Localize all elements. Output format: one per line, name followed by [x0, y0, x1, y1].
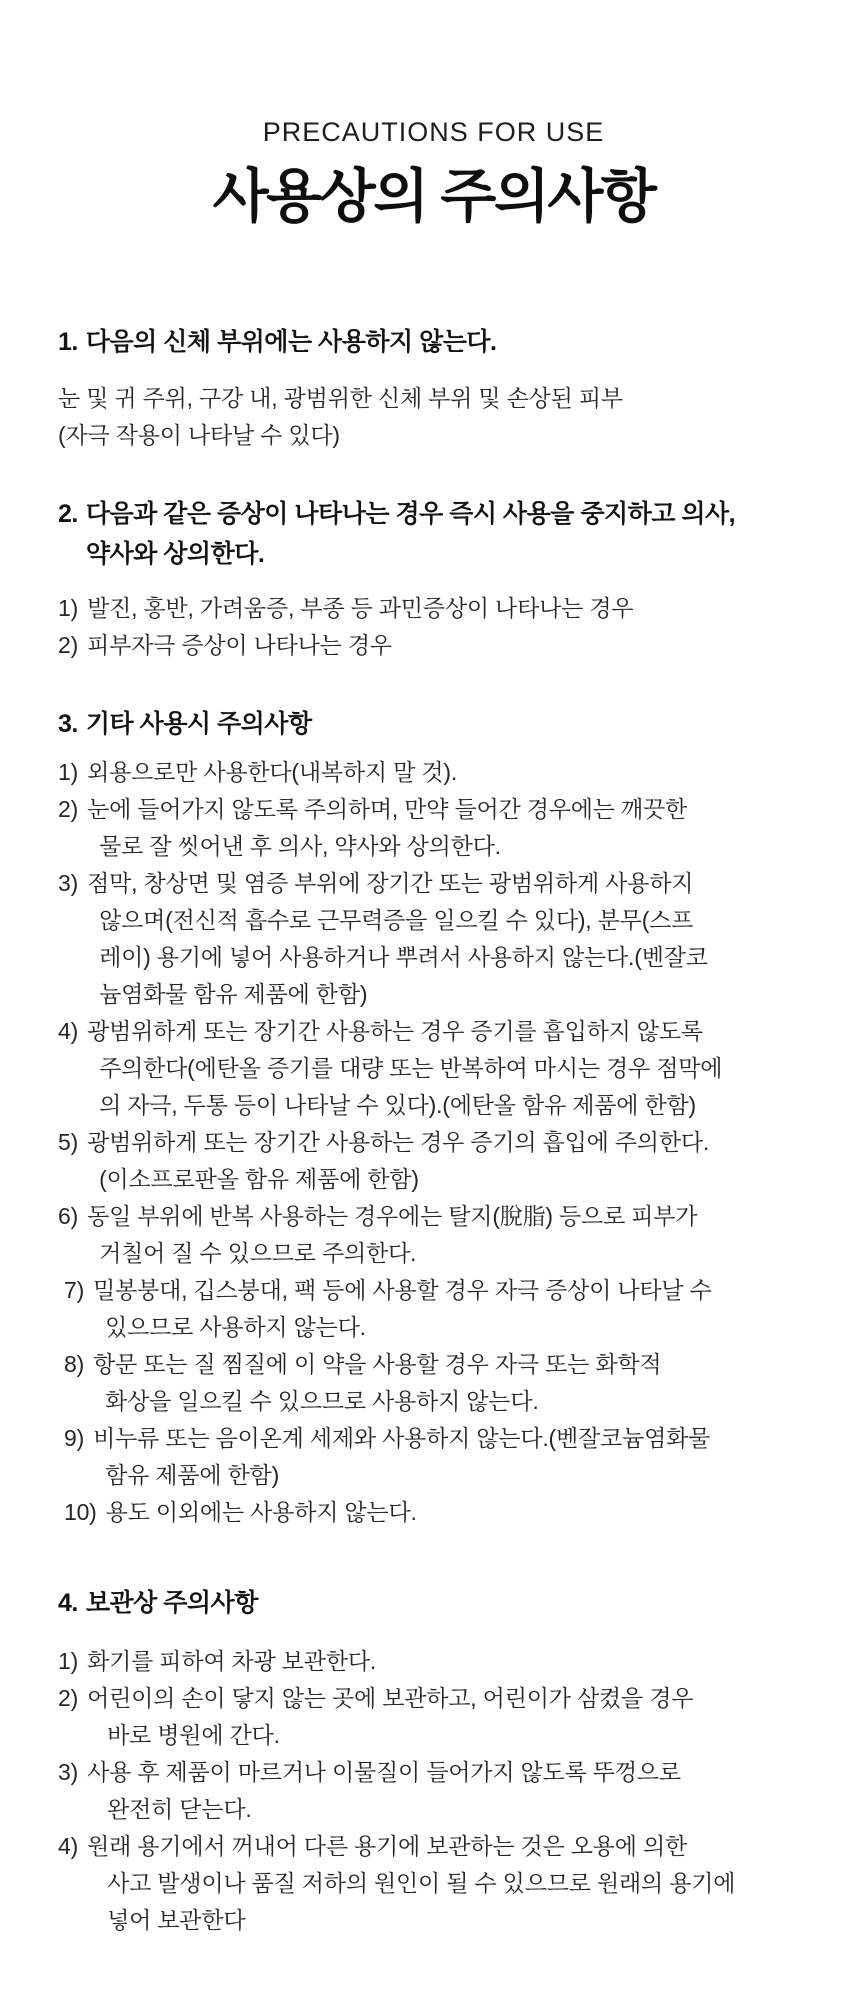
list-item: [58, 1013, 809, 1124]
item-marker: 4): [58, 1018, 79, 1045]
item-marker: 6): [58, 1203, 79, 1230]
section-heading-text: [86, 704, 312, 744]
item-line: 있으므로 사용하지 않는다.: [105, 1314, 366, 1341]
item-line: 함유 제품에 한함): [105, 1462, 280, 1489]
section-storage: [58, 1583, 809, 1939]
list-item: [58, 1124, 809, 1198]
item-marker: 3): [58, 1759, 79, 1786]
item-line: 레이) 용기에 넣어 사용하거나 뿌려서 사용하지 않는다.(벤잘코: [99, 944, 708, 971]
item-text: [87, 590, 809, 627]
list-item: [58, 754, 809, 791]
section-heading-line: 약사와 상의한다.: [85, 540, 265, 569]
item-line: 의 자극, 두통 등이 나타날 수 있다).(에탄올 함유 제품에 한함): [99, 1092, 696, 1119]
list-item: [58, 865, 809, 1013]
item-line: 물로 잘 씻어낸 후 의사, 약사와 상의한다.: [99, 833, 501, 860]
item-text: [106, 1494, 809, 1531]
item-text: [87, 754, 809, 791]
item-marker: 9): [64, 1425, 85, 1452]
item-marker: 7): [64, 1277, 85, 1304]
section-body-parts: [58, 322, 809, 454]
item-text: [87, 1643, 809, 1680]
page-title: 사용상의 주의사항: [212, 163, 655, 229]
document-header: [58, 118, 809, 230]
item-marker: 1): [58, 595, 79, 622]
item-line: 사고 발생이나 품질 저하의 원인이 될 수 있으므로 원래의 용기에: [107, 1870, 736, 1897]
list-item: [58, 1420, 809, 1494]
item-list: [58, 590, 809, 664]
item-line: 주의한다(에탄올 증기를 대량 또는 반복하여 마시는 경우 점막에: [99, 1055, 723, 1082]
item-line: 피부자극 증상이 나타나는 경우: [87, 632, 392, 659]
item-text: [93, 1420, 809, 1494]
item-line: 원래 용기에서 꺼내어 다른 용기에 보관하는 것은 오용에 의한: [87, 1833, 688, 1860]
section-heading-text: [86, 494, 735, 574]
item-line: 외용으로만 사용한다(내복하지 말 것).: [87, 759, 458, 786]
item-line: 화상을 일으킬 수 있으므로 사용하지 않는다.: [105, 1388, 539, 1415]
section-heading: [58, 704, 809, 744]
item-marker: 5): [58, 1129, 79, 1156]
item-line: 점막, 창상면 및 염증 부위에 장기간 또는 광범위하게 사용하지: [87, 870, 694, 897]
item-text: [87, 1198, 809, 1272]
item-line: 넣어 보관한다: [107, 1907, 246, 1934]
section-heading: [58, 494, 809, 574]
item-text: [93, 1346, 809, 1420]
item-line: (이소프로판올 함유 제품에 한함): [99, 1166, 419, 1193]
item-line: 용도 이외에는 사용하지 않는다.: [105, 1499, 417, 1526]
list-item: [58, 1680, 809, 1754]
item-line: 화기를 피하여 차광 보관한다.: [87, 1648, 377, 1675]
sections-container: [58, 322, 809, 1939]
item-list: [58, 754, 809, 1531]
list-item: [58, 1198, 809, 1272]
section-heading-line: 다음의 신체 부위에는 사용하지 않는다.: [85, 328, 497, 357]
item-line: 발진, 홍반, 가려움증, 부종 등 과민증상이 나타나는 경우: [87, 595, 634, 622]
item-text: [87, 865, 809, 1013]
list-item: [58, 1346, 809, 1420]
list-item: [58, 791, 809, 865]
item-line: 눈에 들어가지 않도록 주의하며, 만약 들어간 경우에는 깨끗한: [87, 796, 688, 823]
item-marker: 10): [64, 1499, 97, 1526]
item-marker: 2): [58, 1685, 79, 1712]
section-heading-line: 다음과 같은 증상이 나타나는 경우 즉시 사용을 중지하고 의사,: [85, 500, 736, 529]
list-item: [58, 627, 809, 664]
item-text: [93, 1272, 809, 1346]
item-marker: 4): [58, 1833, 79, 1860]
item-text: [87, 1680, 809, 1754]
section-heading-text: [86, 1583, 258, 1623]
item-line: 않으며(전신적 흡수로 근무력증을 일으킬 수 있다), 분무(스프: [99, 907, 694, 934]
section-heading: [58, 322, 809, 362]
item-text: [87, 1754, 809, 1828]
item-marker: 8): [64, 1351, 85, 1378]
section-other-precautions: [58, 704, 809, 1531]
section-number: 2.: [58, 500, 78, 529]
section-heading-line: 기타 사용시 주의사항: [85, 710, 312, 739]
item-marker: 2): [58, 632, 79, 659]
item-line: 광범위하게 또는 장기간 사용하는 경우 증기의 흡입에 주의한다.: [87, 1129, 710, 1156]
list-item: [58, 1754, 809, 1828]
section-number: 1.: [58, 328, 78, 357]
item-line: 늄염화물 함유 제품에 한함): [99, 981, 368, 1008]
item-line: 완전히 닫는다.: [107, 1796, 252, 1823]
item-marker: 3): [58, 870, 79, 897]
list-item: [58, 1272, 809, 1346]
item-line: 거칠어 질 수 있으므로 주의한다.: [99, 1240, 417, 1267]
item-line: 사용 후 제품이 마르거나 이물질이 들어가지 않도록 뚜껑으로: [87, 1759, 681, 1786]
item-text: [87, 1013, 809, 1124]
item-line: 동일 부위에 반복 사용하는 경우에는 탈지(脫脂) 등으로 피부가: [87, 1203, 698, 1230]
paragraph-line: (자극 작용이 나타날 수 있다): [58, 422, 340, 449]
list-item: [58, 1828, 809, 1939]
list-item: [58, 590, 809, 627]
item-line: 밀봉붕대, 깁스붕대, 팩 등에 사용할 경우 자극 증상이 나타날 수: [93, 1277, 712, 1304]
section-number: 3.: [58, 710, 78, 739]
section-number: 4.: [58, 1589, 78, 1618]
item-marker: 1): [58, 759, 79, 786]
item-line: 바로 병원에 간다.: [107, 1722, 280, 1749]
section-heading-line: 보관상 주의사항: [85, 1589, 258, 1618]
item-list: [58, 1643, 809, 1939]
section-heading: [58, 1583, 809, 1623]
item-line: 광범위하게 또는 장기간 사용하는 경우 증기를 흡입하지 않도록: [87, 1018, 703, 1045]
section-heading-text: [86, 322, 497, 362]
list-item: [58, 1643, 809, 1680]
item-marker: 2): [58, 796, 79, 823]
item-text: [87, 791, 809, 865]
item-text: [87, 1124, 809, 1198]
item-line: 항문 또는 질 찜질에 이 약을 사용할 경우 자극 또는 화학적: [93, 1351, 662, 1378]
item-line: 어린이의 손이 닿지 않는 곳에 보관하고, 어린이가 삼켰을 경우: [87, 1685, 694, 1712]
item-line: 비누류 또는 음이온계 세제와 사용하지 않는다.(벤잘코늄염화물: [93, 1425, 711, 1452]
paragraph-line: 눈 및 귀 주위, 구강 내, 광범위한 신체 부위 및 손상된 피부: [58, 385, 623, 412]
list-item: [58, 1494, 809, 1531]
eyebrow-title: PRECAUTIONS FOR USE: [262, 117, 605, 147]
item-marker: 1): [58, 1648, 79, 1675]
section-stop-use: [58, 494, 809, 664]
item-text: [87, 1828, 809, 1939]
section-paragraph: [58, 380, 809, 454]
item-text: [87, 627, 809, 664]
